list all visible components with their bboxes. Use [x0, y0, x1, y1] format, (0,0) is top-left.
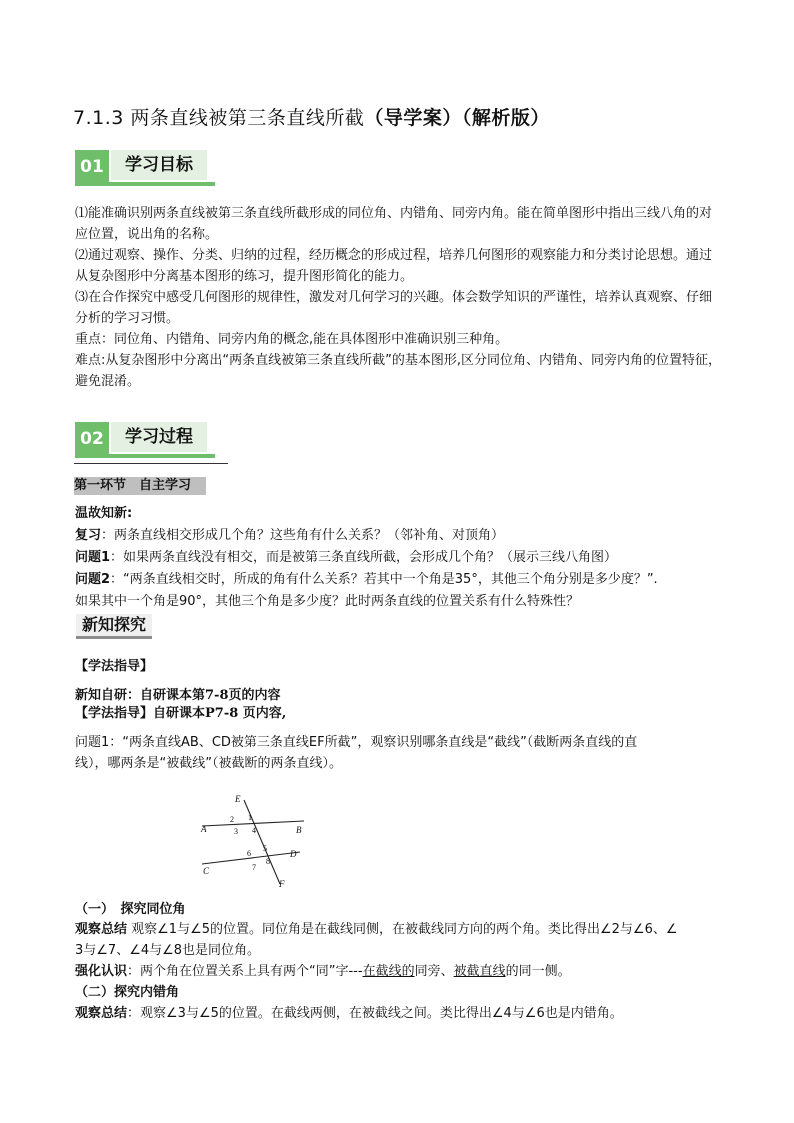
self-study-line: 新知自研：自研课本第7-8页的内容	[75, 688, 281, 703]
section-bar	[75, 182, 215, 186]
angle-5: 5	[263, 844, 267, 853]
page-title	[73, 103, 550, 130]
review-line: 复习：两条直线相交形成几个角？这些角有什么关系？（邻补角、对顶角）	[75, 528, 505, 543]
angle-7: 7	[252, 863, 256, 872]
label-f: F	[279, 879, 285, 888]
section-label: 学习过程	[111, 422, 207, 452]
label-d: D	[290, 849, 297, 859]
stage-heading: 第一环节 自主学习	[74, 477, 206, 495]
transversal-figure	[192, 788, 322, 888]
objectives-text	[75, 203, 723, 392]
review-heading: 温故知新:	[75, 506, 133, 521]
part1-reinforce: 强化认识：两个角在位置关系上具有两个“同”字---在截线的同旁、被截直线的同一侧。	[75, 964, 571, 979]
line-cd	[202, 852, 300, 864]
section-bar	[75, 454, 215, 458]
angle-2: 2	[230, 815, 234, 824]
angle-4: 4	[252, 826, 256, 835]
difficult-point: 难点:从复杂图形中分离出“两条直线被第三条直线所截”的基本图形,区分同位角、内错角、同旁内角的位置特征，避免混淆。	[75, 353, 721, 389]
objective-2: ⑵通过观察、操作、分类、归纳的过程，经历概念的形成过程，培养几何图形的观察能力和分类讨论思想。通过从复杂图形中分离基本图形的练习，提升图形简化的能力。	[75, 248, 713, 284]
title-main: 7.1.3 两条直线被第三条直线所截	[73, 107, 365, 129]
question-1-text-2: 线），哪两条是“被截线”（被截断的两条直线）。	[75, 756, 342, 771]
part1-observation-2: 3与∠7、∠4与∠8也是同位角。	[75, 943, 261, 958]
part1-heading: （一） 探究同位角	[75, 902, 186, 917]
label-b: B	[296, 825, 302, 835]
section-number: 02	[75, 422, 109, 456]
guide-heading: 【学法指导】	[75, 659, 154, 674]
label-a: A	[201, 824, 207, 834]
label-e: E	[235, 794, 241, 804]
objective-3: ⑶在合作探究中感受几何图形的规律性，激发对几何学习的兴趣。体会数学知识的严谨性，培养认真观察、仔细分析的学习习惯。	[75, 290, 713, 326]
question-1-line: 问题1：如果两条直线没有相交，而是被第三条直线所截，会形成几个角？（展示三线八角图）	[75, 550, 618, 565]
label-c: C	[203, 866, 210, 876]
part2-observation: 观察总结：观察∠3与∠5的位置。在截线两侧，在被截线之间。类比得出∠4与∠6也是内错角。	[75, 1006, 623, 1021]
question-1-text: 问题1：“两条直线AB、CD被第三条直线EF所截”，观察识别哪条直线是“截线”（截断两条直线的直	[75, 735, 638, 750]
angle-8: 8	[266, 857, 270, 866]
question-2-line: 问题2：“两条直线相交时，所成的角有什么关系？若其中一个角是35°，其他三个角分别是多少度？”.	[75, 572, 658, 587]
key-point: 重点：同位角、内错角、同旁内角的概念,能在具体图形中准确识别三种角。	[75, 332, 509, 347]
divider	[74, 463, 228, 464]
objective-1: ⑴能准确识别两条直线被第三条直线所截形成的同位角、内错角、同旁内角。能在简单图形中指出三线八角的对应位置，说出角的名称。	[75, 206, 713, 242]
question-2-line-2: 如果其中一个角是90°，其他三个角是多少度？此时两条直线的位置关系有什么特殊性？	[75, 594, 580, 609]
angle-3: 3	[234, 827, 238, 836]
angle-6: 6	[247, 849, 251, 858]
angle-1: 1	[248, 813, 252, 822]
title-suffix: （导学案）（解析版）	[364, 107, 550, 129]
section-number: 01	[75, 150, 109, 184]
new-knowledge-box: 新知探究	[76, 614, 152, 639]
part1-observation: 观察总结 观察∠1与∠5的位置。同位角是在截线同侧，在被截线同方向的两个角。类比得出∠2与∠6、∠	[75, 922, 678, 937]
part2-heading: （二）探究内错角	[75, 985, 180, 1000]
section-label: 学习目标	[111, 150, 207, 180]
guide-line-2: 【学法指导】自研课本P7-8 页内容,	[75, 706, 287, 721]
